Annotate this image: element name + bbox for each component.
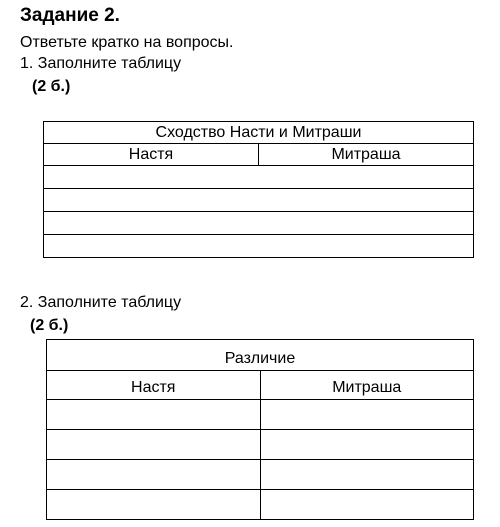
difference-cell-mitrasha[interactable] xyxy=(260,430,474,460)
difference-cell-nastya[interactable] xyxy=(47,400,261,430)
difference-cell-nastya[interactable] xyxy=(47,490,261,520)
difference-col-mitrasha: Митраша xyxy=(260,371,474,400)
similarity-col-nastya: Настя xyxy=(44,144,259,166)
similarity-col-mitrasha: Митраша xyxy=(259,144,474,166)
question-2-text: 2. Заполните таблицу xyxy=(20,294,182,311)
difference-cell-nastya[interactable] xyxy=(47,460,261,490)
difference-cell-mitrasha[interactable] xyxy=(260,460,474,490)
similarity-answer-row[interactable] xyxy=(44,189,474,212)
similarity-table-header: Сходство Насти и Митраши xyxy=(44,122,474,144)
similarity-answer-row[interactable] xyxy=(44,212,474,235)
difference-cell-mitrasha[interactable] xyxy=(260,490,474,520)
difference-cell-nastya[interactable] xyxy=(47,430,261,460)
question-1-text: 1. Заполните таблицу xyxy=(20,55,182,72)
question-2-points: (2 б.) xyxy=(30,317,69,334)
difference-cell-mitrasha[interactable] xyxy=(260,400,474,430)
question-1-points: (2 б.) xyxy=(32,78,71,95)
difference-table xyxy=(46,339,474,520)
task-title: Задание 2. xyxy=(20,5,120,26)
difference-table-header: Различие xyxy=(47,340,474,371)
similarity-table xyxy=(43,121,474,258)
task-instruction: Ответьте кратко на вопросы. xyxy=(20,34,234,51)
similarity-answer-row[interactable] xyxy=(44,235,474,258)
similarity-answer-row[interactable] xyxy=(44,166,474,189)
difference-col-nastya: Настя xyxy=(47,371,261,400)
